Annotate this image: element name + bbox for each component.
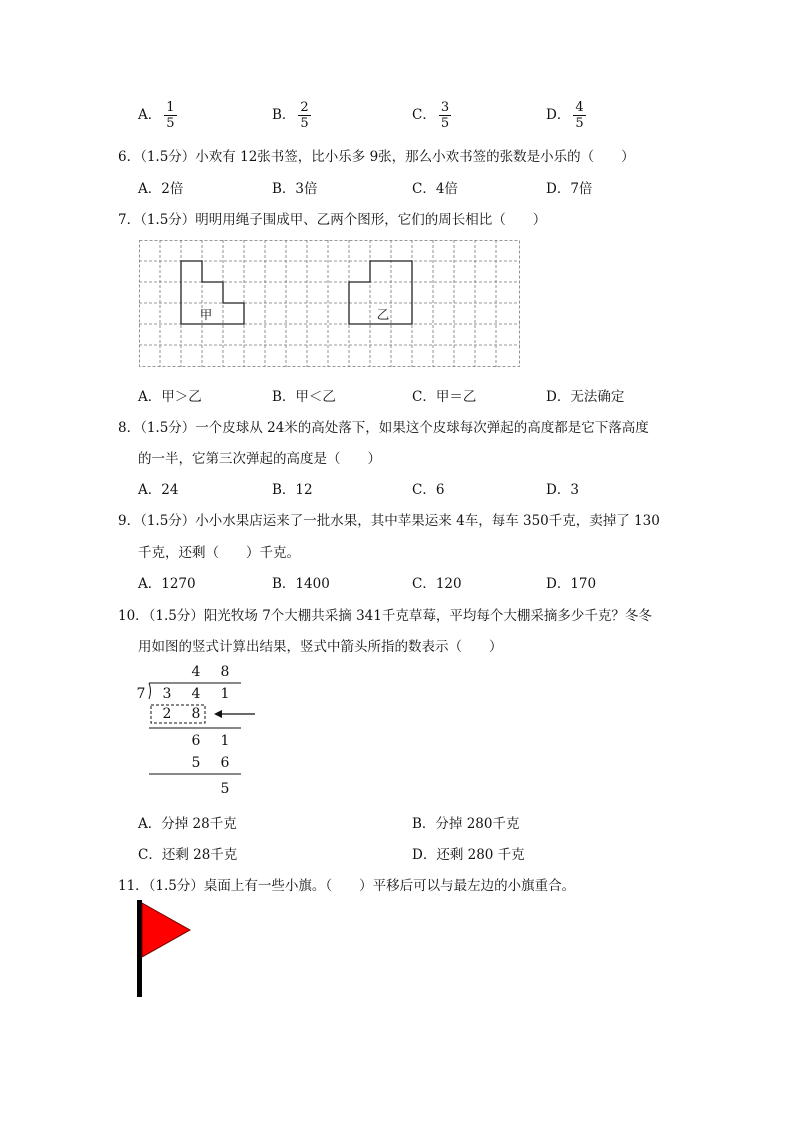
division-bracket — [149, 683, 241, 699]
q10-text-line2: 用如图的竖式计算出结果，竖式中箭头所指的数表示（ ） — [138, 639, 503, 655]
q9-option-b[interactable]: B．1400 — [272, 576, 330, 592]
q10-option-c[interactable]: C．还剩 28千克 — [138, 847, 238, 863]
q8-option-a[interactable]: A．24 — [138, 482, 179, 498]
q6-option-b[interactable]: B．3倍 — [272, 181, 318, 197]
dashed-grid — [139, 240, 520, 367]
divisor: 7 — [136, 686, 146, 702]
q10-option-a[interactable]: A．分掉 28千克 — [138, 816, 237, 832]
q10-option-b[interactable]: B．分掉 280千克 — [412, 816, 520, 832]
division-lines — [140, 680, 270, 780]
partial-digit: 6 — [191, 733, 201, 749]
q5-option-b[interactable]: B． $\frac{2}{5}$ — [272, 100, 309, 131]
q8-option-d[interactable]: D．3 — [546, 482, 579, 498]
q6-option-d[interactable]: D．7倍 — [546, 181, 593, 197]
label-yi: 乙 — [376, 307, 390, 322]
q8-text-line2: 的一半，它第三次弹起的高度是（ ） — [138, 451, 381, 467]
quotient-digit: 4 — [191, 664, 201, 680]
dividend-digit: 1 — [220, 686, 230, 702]
q8-option-c[interactable]: C．6 — [412, 482, 445, 498]
q9-text-line2: 千克，还剩（ ）千克。 — [138, 545, 300, 561]
q9-option-d[interactable]: D．170 — [546, 576, 597, 592]
q9-option-c[interactable]: C．120 — [412, 576, 462, 592]
q6-text: 6．（1.5分）小欢有 12张书签，比小乐多 9张，那么小欢书签的张数是小乐的（ ） — [118, 149, 635, 165]
q5-option-c[interactable]: C． $\frac{3}{5}$ — [412, 100, 450, 131]
q10-text-line1: 10．（1.5分）阳光牧场 7个大棚共采摘 341千克草莓，平均每个大棚采摘多少千克？冬冬 — [118, 608, 652, 624]
shape-jia — [181, 261, 244, 324]
q11-text: 11．（1.5分）桌面上有一些小旗。（ ）平移后可以与最左边的小旗重合。 — [118, 878, 576, 894]
q6-option-a[interactable]: A．2倍 — [138, 181, 184, 197]
flag-cloth — [142, 903, 190, 957]
remainder: 5 — [220, 781, 230, 797]
q8-option-b[interactable]: B．12 — [272, 482, 313, 498]
q10-option-d[interactable]: D．还剩 280 千克 — [412, 847, 525, 863]
quotient-digit: 8 — [220, 664, 230, 680]
dividend-digit: 4 — [191, 686, 201, 702]
q5-option-a[interactable]: A． $\frac{1}{5}$ — [138, 100, 175, 131]
fraction: $\frac{3}{5}$ — [440, 100, 450, 131]
q7-grid-figure — [139, 240, 521, 368]
q7-option-c[interactable]: C．甲＝乙 — [412, 389, 477, 405]
product-digit: 8 — [191, 706, 201, 722]
flag-icon — [134, 897, 196, 999]
q7-option-d[interactable]: D．无法确定 — [546, 389, 625, 405]
q7-text: 7．（1.5分）明明用绳子围成甲、乙两个图形，它们的周长相比（ ） — [118, 212, 547, 228]
q7-option-b[interactable]: B．甲＜乙 — [272, 389, 336, 405]
flag-pole — [137, 900, 142, 997]
fraction: $\frac{4}{5}$ — [575, 100, 584, 131]
product-digit: 2 — [162, 706, 172, 722]
q9-option-a[interactable]: A．1270 — [138, 576, 196, 592]
q8-text-line1: 8．（1.5分）一个皮球从 24米的高处落下，如果这个皮球每次弹起的高度都是它下落高度 — [118, 420, 649, 436]
fraction: $\frac{1}{5}$ — [166, 100, 175, 131]
label-jia: 甲 — [199, 307, 213, 322]
dashed-box — [151, 705, 205, 723]
fraction: $\frac{2}{5}$ — [300, 100, 309, 131]
product-digit: 5 — [191, 755, 201, 771]
q6-option-c[interactable]: C．4倍 — [412, 181, 458, 197]
product-digit: 6 — [220, 755, 230, 771]
arrow-head-icon — [214, 710, 222, 718]
dividend-digit: 3 — [162, 686, 172, 702]
q9-text-line1: 9．（1.5分）小小水果店运来了一批水果，其中苹果运来 4车，每车 350千克，卖掉了 130 — [118, 513, 660, 529]
q5-option-d[interactable]: D． $\frac{4}{5}$ — [546, 100, 584, 131]
q7-option-a[interactable]: A．甲＞乙 — [138, 389, 202, 405]
partial-digit: 1 — [220, 733, 230, 749]
